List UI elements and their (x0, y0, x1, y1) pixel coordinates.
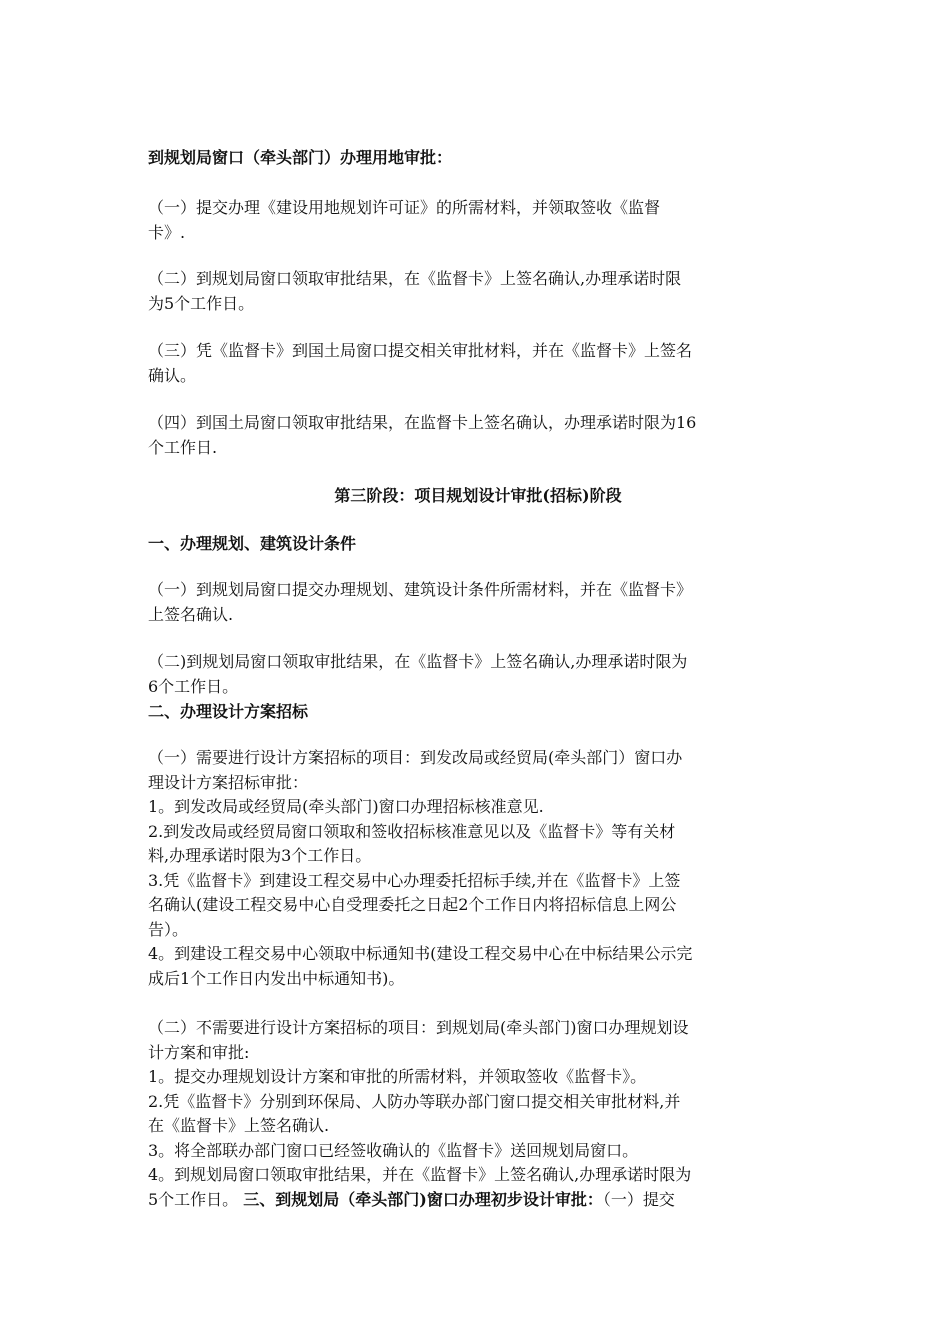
land-item-1: （一）提交办理《建设用地规划许可证》的所需材料，并领取签收《监督 卡》. (148, 198, 661, 242)
section1-item-1: （一）到规划局窗口提交办理规划、建筑设计条件所需材料，并在《监督卡》 上签名确认. (148, 580, 693, 624)
stage3-title: 第三阶段：项目规划设计审批(招标)阶段 (334, 486, 622, 505)
section2-part2: （二）不需要进行设计方案招标的项目：到规划局(牵头部门)窗口办理规划设 计方案和审批: 1。提交办理规划设计方案和审批的所需材料，并领取签收《监督卡》。 2.凭《监督卡》分别到环保局、人防办等联办部门窗口提交相关审批材料,并 在《监督卡》上签名确认. 3。将全部联办部门窗口已经签收确认的《监督卡》送回规划局窗口。 4。到规划局窗口领取审批结果，并在《监督卡》上签名确认,办理承诺时限为 5个工作日。 三、到规划局（牵头部门)窗口办理初步设计审批：（一）提交 (148, 1016, 808, 1212)
section3-heading: 三、到规划局（牵头部门)窗口办理初步设计审批： (243, 1189, 603, 1209)
land-item-3: （三）凭《监督卡》到国土局窗口提交相关审批材料，并在《监督卡》上签名 确认。 (148, 341, 693, 385)
land-item-2: （二）到规划局窗口领取审批结果，在《监督卡》上签名确认,办理承诺时限 为5个工作日。 (148, 269, 682, 313)
section1-item-2: （二)到规划局窗口领取审批结果，在《监督卡》上签名确认,办理承诺时限为 6个工作日。 (148, 652, 688, 696)
land-approval-heading: 到规划局窗口（牵头部门）办理用地审批： (148, 148, 453, 167)
final-mixed-line: 5个工作日。 三、到规划局（牵头部门)窗口办理初步设计审批：（一）提交 (148, 1189, 675, 1209)
section2-heading: 二、办理设计方案招标 (148, 702, 309, 721)
section2-part1: （一）需要进行设计方案招标的项目：到发改局或经贸局(牵头部门）窗口办 理设计方案招标审批： 1。到发改局或经贸局(牵头部门)窗口办理招标核准意见. 2.到发改局或经贸局窗口领取和签收招标核准意见以及《监督卡》等有关材 料,办理承诺时限为3个工作日。 3.凭《监督卡》到建设工程交易中心办理委托招标手续,并在《监督卡》上签 名确认(建设工程交易中心自受理委托之日起2个工作日内将招标信息上网公 告）。 4。到建设工程交易中心领取中标通知书(建设工程交易中心在中标结果公示完 成后1个工作日内发出中标通知书)。 (148, 748, 693, 988)
land-item-4: （四）到国土局窗口领取审批结果，在监督卡上签名确认，办理承诺时限为16 个工作日. (148, 413, 697, 457)
section1-heading: 一、办理规划、建筑设计条件 (148, 534, 357, 553)
